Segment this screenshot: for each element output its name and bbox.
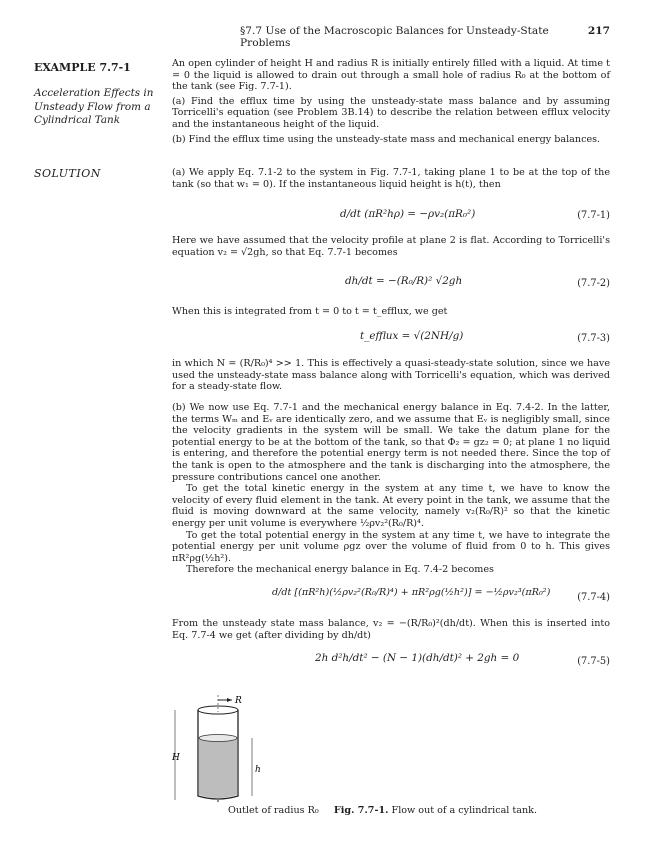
equation-7-7-2: dh/dt = −(R₀/R)² √2gh: [345, 275, 463, 287]
problem-part-b: (b) Find the efflux time using the unsteady-state mass and mechanical energy balances.: [172, 133, 601, 145]
equation-7-7-1: d/dt (πR²hρ) = −ρv₂(πR₀²): [340, 208, 476, 220]
equation-number: (7.7-4): [577, 592, 610, 603]
paragraph: Here we have assumed that the velocity profile at plane 2 is flat. According to Torricelli's equation v₂ = √2gh, so that Eq. 7.7-1 becomes: [172, 235, 610, 258]
running-header: [240, 25, 610, 49]
paragraph: To get the total potential energy in the system at any time t, we have to integrate the potential energy per unit volume ρgz over the volume of fluid from 0 to h. This gives πR²ρg(½h²).: [172, 529, 610, 564]
section-title: §7.7 Use of the Macroscopic Balances for Unsteady-State Problems: [240, 25, 549, 49]
paragraph: To get the total kinetic energy in the system at any time t, we have to know the velocity of every fluid element in the tank. At every point in the tank, we assume that the fluid is moving downward at the same velocity, namely v₂(R₀/R)² so that the kinetic energy per unit volume is everywhere ½ρv₂²(R₀/R)⁴.: [172, 483, 610, 529]
example-label: EXAMPLE 7.7-1: [34, 61, 131, 74]
solution-b-text: [172, 402, 610, 576]
example-subtitle: Acceleration Effects in Unsteady Flow from a Cylindrical Tank: [34, 87, 154, 126]
liquid-height-label: h: [255, 765, 261, 775]
radius-arrowhead: [227, 698, 232, 702]
equation-number: (7.7-5): [577, 656, 610, 667]
height-label: H: [172, 753, 180, 763]
figure-caption: [228, 805, 537, 816]
equation-7-7-4: d/dt [(πR²h)(½ρv₂²(R₀/R)⁴) + πR²ρg(½h²)] = −½ρv₂³(πR₀²): [272, 587, 551, 598]
paragraph: (a) We apply Eq. 7.1-2 to the system in Fig. 7.7-1, taking plane 1 to be at the top of the tank (so that w₁ = 0). If the instantaneous liquid height is h(t), then: [172, 167, 610, 190]
page-number: 217: [587, 25, 610, 37]
paragraph: Therefore the mechanical energy balance in Eq. 7.4-2 becomes: [186, 564, 494, 576]
solution-a-text-2: [172, 235, 610, 258]
equation-number: (7.7-1): [577, 210, 610, 221]
problem-statement: [172, 58, 610, 145]
paragraph: in which N = (R/R₀)⁴ >> 1. This is effectively a quasi-steady-state solution, since we have used the unsteady-state mass balance along with Torricelli's equation, which was derived for a steady-state flow.: [172, 358, 610, 393]
equation-number: (7.7-2): [577, 278, 610, 289]
figure-number: Fig. 7.7-1.: [333, 805, 389, 816]
paragraph: When this is integrated from t = 0 to t = t_efflux, we get: [172, 306, 448, 317]
caption-text: Flow out of a cylindrical tank.: [391, 805, 538, 816]
solution-b-text-2: [172, 618, 610, 641]
outlet-label: Outlet of radius R₀: [228, 805, 319, 816]
equation-7-7-3: t_efflux = √(2NH/g): [360, 330, 464, 342]
solution-a-text-3: [172, 306, 610, 318]
problem-part-a: (a) Find the efflux time by using the unsteady-state mass balance and by assuming Torricelli's equation (see Problem 3B.14) to describe the relation between efflux velocity and the instantaneous height of the liquid.: [172, 95, 610, 130]
tank-figure: [160, 692, 290, 802]
equation-number: (7.7-3): [577, 333, 610, 344]
liquid-surface: [199, 735, 237, 742]
paragraph: From the unsteady state mass balance, v₂ = −(R/R₀)²(dh/dt). When this is inserted into Eq. 7.7-4 we get (after dividing by dh/dt): [172, 618, 610, 641]
solution-label: SOLUTION: [34, 167, 101, 180]
radius-label: R: [235, 696, 242, 706]
problem-intro: An open cylinder of height H and radius R is initially entirely filled with a liquid. At time t = 0 the liquid is allowed to drain out through a small hole of radius R₀ at the bottom of the tank (see Fig. 7.7-1).: [172, 58, 610, 93]
solution-a-text-4: [172, 358, 610, 393]
equation-7-7-5: 2h d²h/dt² − (N − 1)(dh/dt)² + 2gh = 0: [315, 652, 520, 664]
paragraph: (b) We now use Eq. 7.7-1 and the mechanical energy balance in Eq. 7.4-2. In the latter, the terms Wₘ and Eᵥ are identically zero, and we assume that Eᵥ is negligibly small, since the velocity gradients in the system will be small. We take the datum plane for the potential energy to be at the bottom of the tank, so that Φ₂ = gz₂ = 0; at plane 1 no liquid is entering, and therefore the potential energy term is not needed there. Since the top of the tank is open to the atmosphere and the tank is discharging into the atmosphere, the pressure contributions cancel one another.: [172, 402, 610, 483]
solution-a-text-1: [172, 167, 610, 190]
liquid-fill: [199, 738, 237, 798]
